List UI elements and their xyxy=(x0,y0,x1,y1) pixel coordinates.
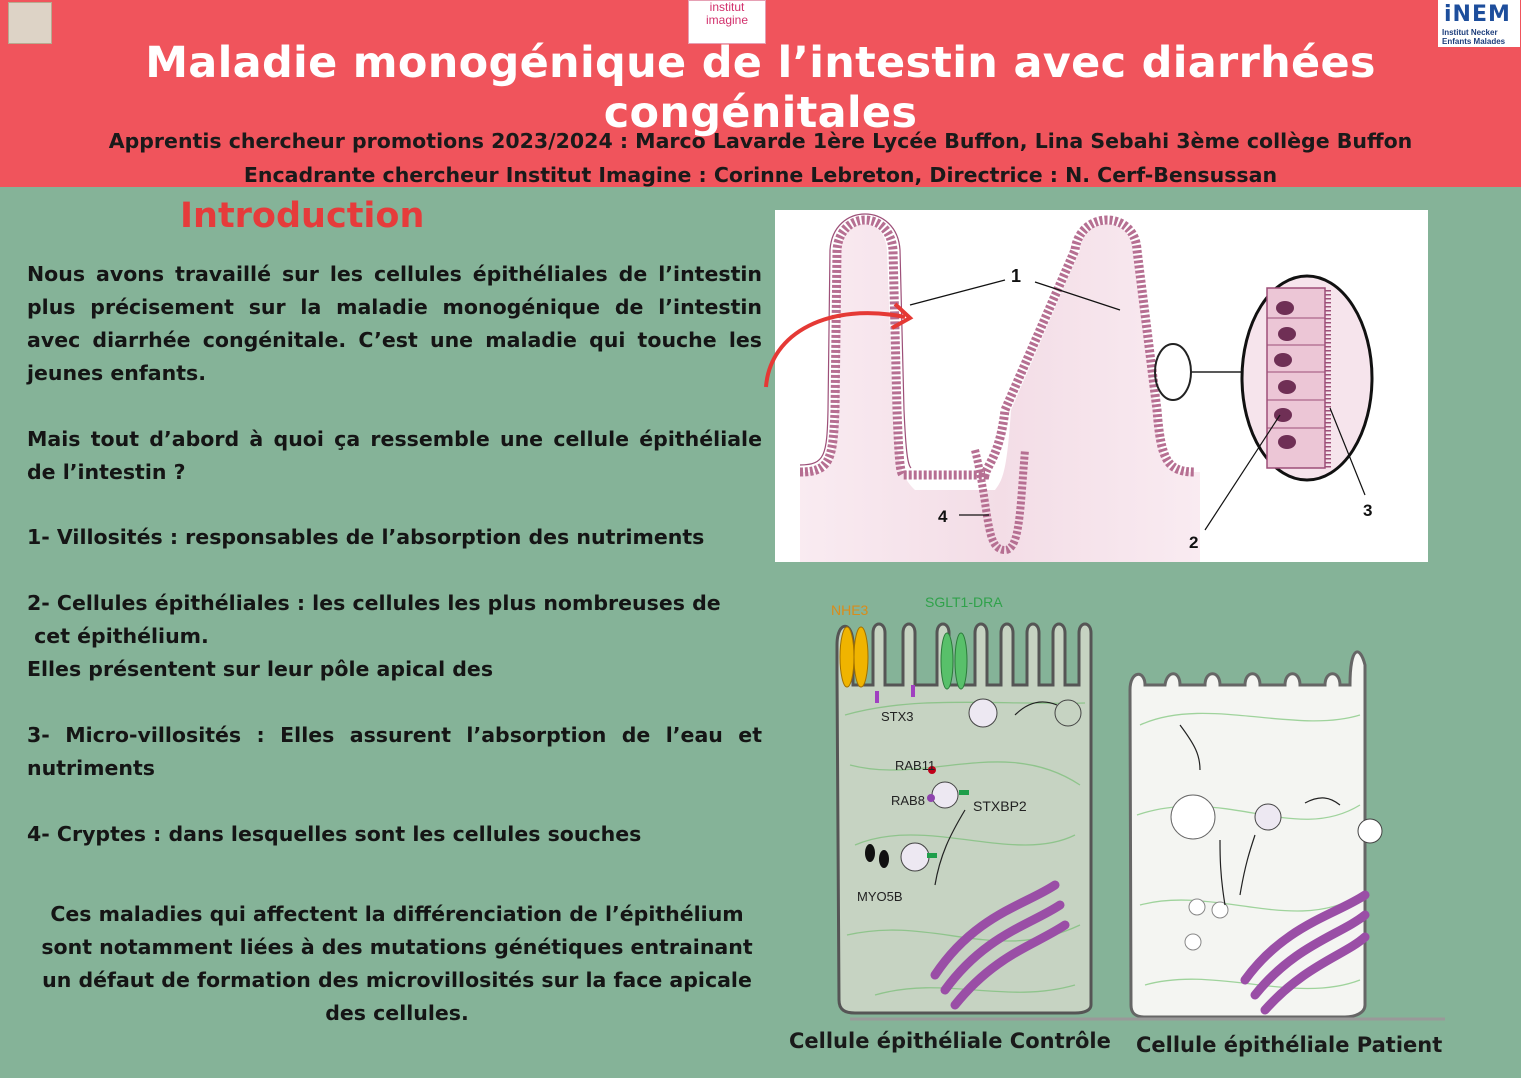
label-rab8: RAB8 xyxy=(891,793,925,808)
cells-diagram xyxy=(775,585,1495,1065)
inclusion-body xyxy=(1171,795,1215,839)
inem-logo-text: iNEM xyxy=(1444,2,1511,27)
cargo-mark-1 xyxy=(927,853,937,858)
zoomed-cells xyxy=(1267,288,1328,468)
item2-line2: cet épithélium. xyxy=(27,624,209,648)
credits xyxy=(0,124,1521,192)
label-stxbp2: STXBP2 xyxy=(973,798,1027,814)
label-cellule-epitheliale: 2 xyxy=(1189,533,1199,552)
imagine-logo-tagline xyxy=(689,27,765,33)
label-cryptes: 4 xyxy=(938,507,948,526)
introduction-heading: Introduction xyxy=(180,196,425,236)
label-sglt1-dra: SGLT1-DRA xyxy=(925,594,1003,610)
patient-small-vesicle-2 xyxy=(1212,902,1228,918)
item2-line3: Elles présentent sur leur pôle apical des xyxy=(27,657,494,681)
label-stx3: STX3 xyxy=(881,709,914,724)
item-cellules-epitheliales xyxy=(27,587,762,686)
nhe3-transporter-2 xyxy=(854,627,868,687)
caption-control-cell: Cellule épithéliale Contrôle xyxy=(789,1029,1111,1053)
label-myo5b: MYO5B xyxy=(857,889,903,904)
nhe3-transporter-1 xyxy=(840,627,854,687)
credit-line-supervisors: Encadrante chercheur Institut Imagine : Corinne Lebreton, Directrice : N. Cerf-Bensussan xyxy=(243,163,1278,187)
inem-subtitle-1: Institut Necker xyxy=(1442,28,1498,37)
zoom-marker xyxy=(1155,344,1191,400)
intro-paragraph-1: Nous avons travaillé sur les cellules épithéliales de l’intestin plus précisement sur la maladie monogénique de l’intestin avec diarrhée congénitale. C’est une maladie qui touche les jeunes enfants. xyxy=(27,262,762,385)
patient-small-vesicle-3 xyxy=(1185,934,1201,950)
tissue-background xyxy=(800,224,1200,562)
inem-subtitle-2: Enfants Malades xyxy=(1442,37,1506,46)
caption-patient-cell: Cellule épithéliale Patient xyxy=(1136,1033,1443,1057)
item-villosites: 1- Villosités : responsables de l’absorption des nutriments xyxy=(27,525,705,549)
page-title: Maladie monogénique de l’intestin avec diarrhées congénitales xyxy=(145,38,1376,138)
stx3-mark-2 xyxy=(911,685,915,697)
myo5b-motor-1 xyxy=(865,844,875,862)
label-microvillosites: 3 xyxy=(1363,501,1373,520)
rab8-dot xyxy=(927,794,935,802)
patient-vesicle-1 xyxy=(1255,804,1281,830)
item-cryptes: 4- Cryptes : dans lesquelles sont les cellules souches xyxy=(27,822,642,846)
label-villosites: 1 xyxy=(1011,266,1022,286)
stxbp2-mark xyxy=(959,790,969,795)
sglt1-transporter-2 xyxy=(955,633,967,689)
label-nhe3: NHE3 xyxy=(831,602,869,618)
rab-vesicle xyxy=(932,782,958,808)
fusing-vesicle xyxy=(1055,700,1081,726)
myo5b-motor-2 xyxy=(879,850,889,868)
cells-illustration xyxy=(775,585,1495,1065)
intro-paragraph-2: Mais tout d’abord à quoi ça ressemble une cellule épithéliale de l’intestin ? xyxy=(27,427,762,484)
patient-small-vesicle-1 xyxy=(1189,899,1205,915)
imagine-logo-line2: imagine xyxy=(705,13,749,27)
label-2-line xyxy=(1205,415,1280,530)
imagine-logo-line1: institut xyxy=(709,0,745,14)
label-1-line-a xyxy=(910,280,1005,305)
myo5b-vesicle xyxy=(901,843,929,871)
control-cell xyxy=(837,624,1091,1013)
item-microvillosites: 3- Micro-villosités : Elles assurent l’absorption de l’eau et nutriments xyxy=(27,723,762,780)
apical-vesicle xyxy=(969,699,997,727)
red-arrow-shaft xyxy=(766,313,905,387)
conclusion-paragraph: Ces maladies qui affectent la différenciation de l’épithélium sont notamment liées à des mutations génétiques entrainant un défaut de formation des microvillosités sur la face apicale des cellules. xyxy=(41,902,753,1025)
sglt1-transporter-1 xyxy=(941,633,953,689)
credit-line-students: Apprentis chercheur promotions 2023/2024 : Marco Lavarde 1ère Lycée Buffon, Lina Sebahi 3ème collège Buffon xyxy=(108,129,1413,153)
stx3-mark-1 xyxy=(875,691,879,703)
patient-cell xyxy=(1130,652,1382,1017)
item2-line1: 2- Cellules épithéliales : les cellules les plus nombreuses de xyxy=(27,591,721,615)
label-rab11: RAB11 xyxy=(895,758,936,773)
red-arrow xyxy=(760,292,920,392)
patient-vesicle-2 xyxy=(1358,819,1382,843)
